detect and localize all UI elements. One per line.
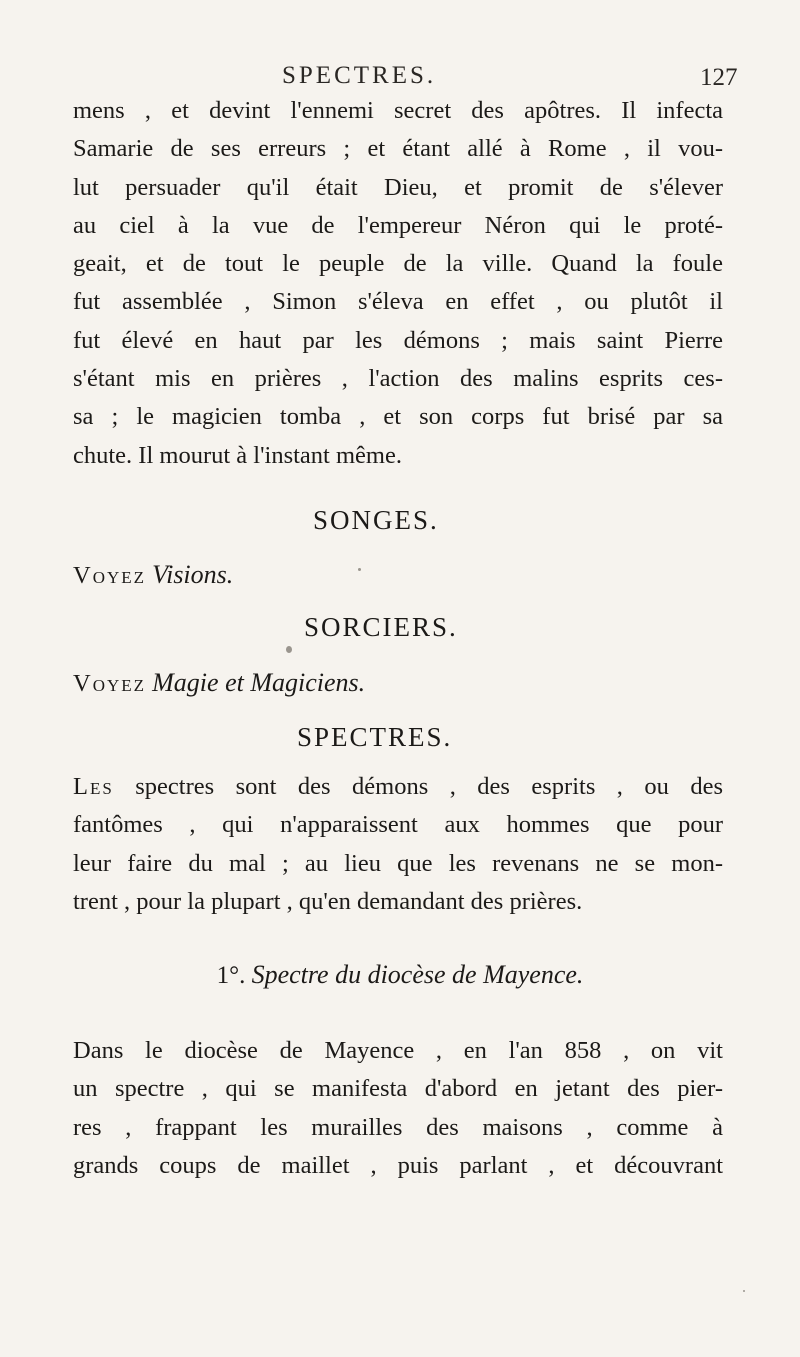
text-line: chute. Il mourut à l'instant même. — [73, 441, 402, 469]
heading-sorciers: SORCIERS. — [304, 612, 458, 642]
running-head: SPECTRES. — [282, 62, 437, 89]
text-line — [73, 768, 723, 806]
text-line: fut élevé en haut par les démons ; mais saint Pierre — [73, 326, 723, 354]
paper-speck — [743, 1290, 745, 1292]
cross-reference-songes — [73, 560, 233, 590]
line-rest: spectres sont des démons , des esprits , ou des — [113, 773, 723, 800]
text-line: Samarie de ses erreurs ; et étant allé à Rome , il vou- — [73, 135, 723, 163]
cross-reference-sorciers — [73, 668, 365, 698]
subsection-number: 1°. — [216, 962, 246, 989]
text-line: un spectre , qui se manifesta d'abord en jetant des pier- — [73, 1075, 723, 1103]
mayence-paragraph — [73, 1032, 723, 1185]
first-word: Les — [73, 773, 114, 800]
text-line: au ciel à la vue de l'empereur Néron qui le proté- — [73, 211, 723, 239]
subsection-label: Spectre du diocèse de Mayence. — [251, 960, 584, 989]
spectres-paragraph — [73, 768, 723, 921]
opening-passage — [73, 92, 723, 475]
text-line: fantômes , qui n'apparaissent aux hommes que pour — [73, 811, 723, 839]
text-line: grands coups de maillet , puis parlant , et découvrant — [73, 1151, 723, 1179]
heading-songes: SONGES. — [313, 505, 439, 535]
text-line: fut assemblée , Simon s'éleva en effet , ou plutôt il — [73, 288, 723, 316]
text-line: s'étant mis en prières , l'action des malins esprits ces- — [73, 365, 723, 393]
text-line: leur faire du mal ; au lieu que les revenans ne se mon- — [73, 849, 723, 877]
paper-speck — [286, 646, 292, 653]
text-line: geait, et de tout le peuple de la ville. Quand la foule — [73, 250, 723, 278]
reference-link[interactable]: Magie et Magiciens. — [152, 668, 366, 697]
see-label: Voyez — [73, 562, 147, 589]
subsection-title — [0, 960, 800, 990]
heading-spectres: SPECTRES. — [297, 722, 453, 752]
text-line: Dans le diocèse de Mayence , en l'an 858 , on vit — [73, 1037, 723, 1064]
page-number: 127 — [700, 64, 738, 91]
text-line: trent , pour la plupart , qu'en demandant des prières. — [73, 887, 583, 915]
text-line: res , frappant les murailles des maisons , comme à — [73, 1113, 723, 1141]
see-label: Voyez — [73, 670, 147, 697]
reference-link[interactable]: Visions. — [152, 560, 234, 589]
text-line: sa ; le magicien tomba , et son corps fut brisé par sa — [73, 403, 723, 431]
text-line: lut persuader qu'il était Dieu, et promit de s'élever — [73, 173, 723, 201]
text-line: mens , et devint l'ennemi secret des apôtres. Il infecta — [73, 97, 723, 124]
paper-speck — [358, 568, 361, 571]
